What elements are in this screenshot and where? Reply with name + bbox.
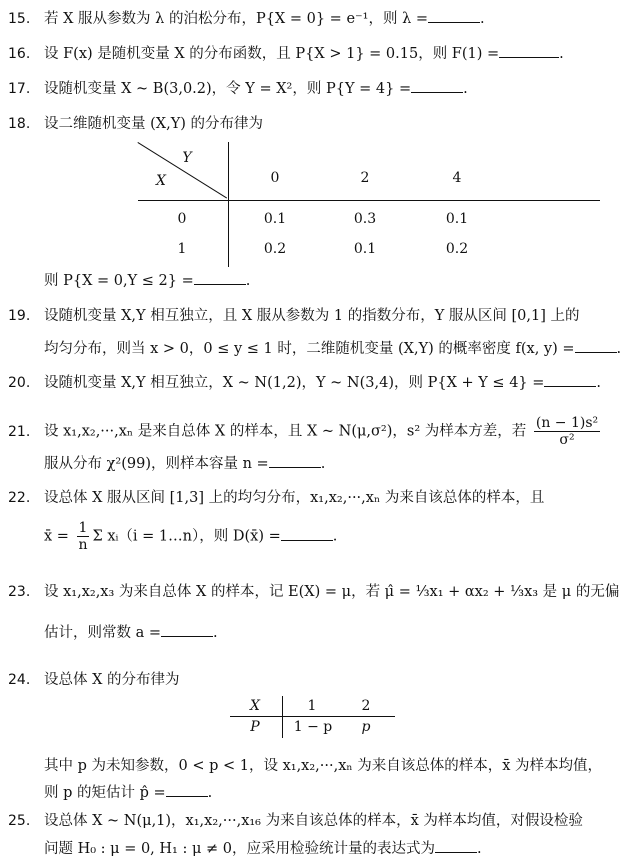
question-24-line3: 则 p 的矩估计 p̂ = . <box>44 782 212 804</box>
question-number: 23. <box>8 584 31 600</box>
question-text: 若 X 服从参数为 λ 的泊松分布，P{X = 0} = e⁻¹，则 λ = <box>44 11 429 27</box>
table-cell: p <box>361 719 371 735</box>
question-text: ，则 D(x̄) = <box>199 528 281 545</box>
table-cell: 1 − p <box>293 719 333 735</box>
table-cell: 0.1 <box>263 211 287 227</box>
table-header: X <box>250 698 260 714</box>
summation: Σ xᵢ（i = 1…n） <box>92 528 200 545</box>
question-text: 问题 H₀ : μ = 0, H₁ : μ ≠ 0，应采用检验统计量的表达式为 <box>44 841 435 857</box>
question-text: 服从分布 χ²(99)，则样本容量 n = <box>44 456 269 472</box>
table-cell: 0.2 <box>445 241 469 257</box>
question-number: 16. <box>8 46 31 62</box>
fraction-numerator: 1 <box>78 520 88 536</box>
question-18-answer-line: 则 P{X = 0,Y ≤ 2} = . <box>44 270 250 292</box>
question-text: 设总体 X 服从区间 [1,3] 上的均匀分布，x₁,x₂,···,xₙ 为来自该总体的样本，且 <box>44 490 545 506</box>
table-cell: P <box>250 719 260 735</box>
col-header: 4 <box>452 170 462 186</box>
question-number: 15. <box>8 11 31 27</box>
answer-blank <box>166 782 208 797</box>
col-header: 0 <box>270 170 280 186</box>
question-number: 18. <box>8 116 31 132</box>
question-number: 25. <box>8 813 31 829</box>
question-text: 设 F(x) 是随机变量 X 的分布函数，且 P{X > 1} = 0.15，则 F(1) = <box>44 46 500 62</box>
question-number: 19. <box>8 308 31 324</box>
question-text: 设总体 X 的分布律为 <box>44 672 180 688</box>
question-number: 20. <box>8 375 31 391</box>
fraction-numerator: (n − 1)s² <box>535 415 599 431</box>
row-header: 0 <box>177 211 187 227</box>
question-25 <box>8 810 620 832</box>
question-text: 均匀分布，则当 x > 0，0 ≤ y ≤ 1 时，二维随机变量 (X,Y) 的概率密度 f(x, y) = <box>44 341 575 357</box>
question-21-line2: 服从分布 χ²(99)，则样本容量 n = . <box>44 453 325 475</box>
mean-symbol: x̄ = <box>44 528 69 545</box>
question-20: 20. 设随机变量 X,Y 相互独立，X ~ N(1,2)，Y ~ N(3,4)，则 P{X + Y ≤ 4} = . <box>8 372 620 394</box>
col-header: 2 <box>360 170 370 186</box>
question-text: 其中 p 为未知参数，0 < p < 1，设 x₁,x₂,···,xₙ 为来自该总体的样本，x̄ 为样本均值， <box>44 758 603 774</box>
question-24-line2 <box>44 755 602 777</box>
corner-x-label: X <box>156 173 166 189</box>
question-text: 设随机变量 X ~ B(3,0.2)，令 Y = X²，则 P{Y = 4} = <box>44 81 412 97</box>
question-15: 15. 若 X 服从参数为 λ 的泊松分布，P{X = 0} = e⁻¹，则 λ = . <box>8 8 620 30</box>
question-22-line2: x̄ = $\frac{1}{n}$ Σ xᵢ（i = 1…n），则 D(x̄) = . <box>44 520 338 553</box>
question-number: 24. <box>8 672 31 688</box>
question-text: 设随机变量 X,Y 相互独立，且 X 服从参数为 1 的指数分布，Y 服从区间 [0,1] 上的 <box>44 308 580 324</box>
question-text: 设 x₁,x₂,···,xₙ 是来自总体 X 的样本，且 X ~ N(μ,σ²)，s² 为样本方差，若 <box>44 423 527 440</box>
table-cell: 0.1 <box>445 211 469 227</box>
question-text: 则 p 的矩估计 p̂ = <box>44 785 166 801</box>
question-text: 则 P{X = 0,Y ≤ 2} = <box>44 273 194 289</box>
table-header: 1 <box>307 698 317 714</box>
question-text: 设总体 X ~ N(μ,1)，x₁,x₂,···,x₁₆ 为来自该总体的样本，x̄ 为样本均值，对假设检验 <box>44 813 583 829</box>
question-number: 21. <box>8 423 31 440</box>
question-16: 16. 设 F(x) 是随机变量 X 的分布函数，且 P{X > 1} = 0.15，则 F(1) = . <box>8 43 620 65</box>
row-header: 1 <box>177 241 187 257</box>
corner-y-label: Y <box>182 150 192 166</box>
question-23-line2: 估计，则常数 a = . <box>44 622 218 644</box>
question-number: 17. <box>8 81 31 97</box>
table-horizontal-rule <box>230 716 395 717</box>
question-17: 17. 设随机变量 X ~ B(3,0.2)，令 Y = X²，则 P{Y = 4} = . <box>8 78 620 100</box>
table-cell: 0.2 <box>263 241 287 257</box>
question-text: 设二维随机变量 (X,Y) 的分布律为 <box>44 116 264 132</box>
table-header: 2 <box>361 698 371 714</box>
question-number: 22. <box>8 490 31 506</box>
fraction-denominator: σ² <box>559 432 575 448</box>
answer-blank <box>435 838 477 853</box>
question-text: 设随机变量 X,Y 相互独立，X ~ N(1,2)，Y ~ N(3,4)，则 P{X + Y ≤ 4} = <box>44 375 545 391</box>
question-text: 设 x₁,x₂,x₃ 为来自总体 X 的样本，记 E(X) = μ，若 μ̂ = ⅓x₁ + αx₂ + ⅓x₃ 是 μ 的无偏 <box>44 584 620 600</box>
fraction-denominator: n <box>78 537 88 553</box>
table-cell: 0.1 <box>353 241 377 257</box>
question-19-line2: 均匀分布，则当 x > 0，0 ≤ y ≤ 1 时，二维随机变量 (X,Y) 的概率密度 f(x, y) = . <box>44 338 621 360</box>
table-cell: 0.3 <box>353 211 377 227</box>
question-text: 估计，则常数 a = <box>44 625 162 641</box>
question-25-line2: 问题 H₀ : μ = 0, H₁ : μ ≠ 0，应采用检验统计量的表达式为 . <box>44 838 482 860</box>
